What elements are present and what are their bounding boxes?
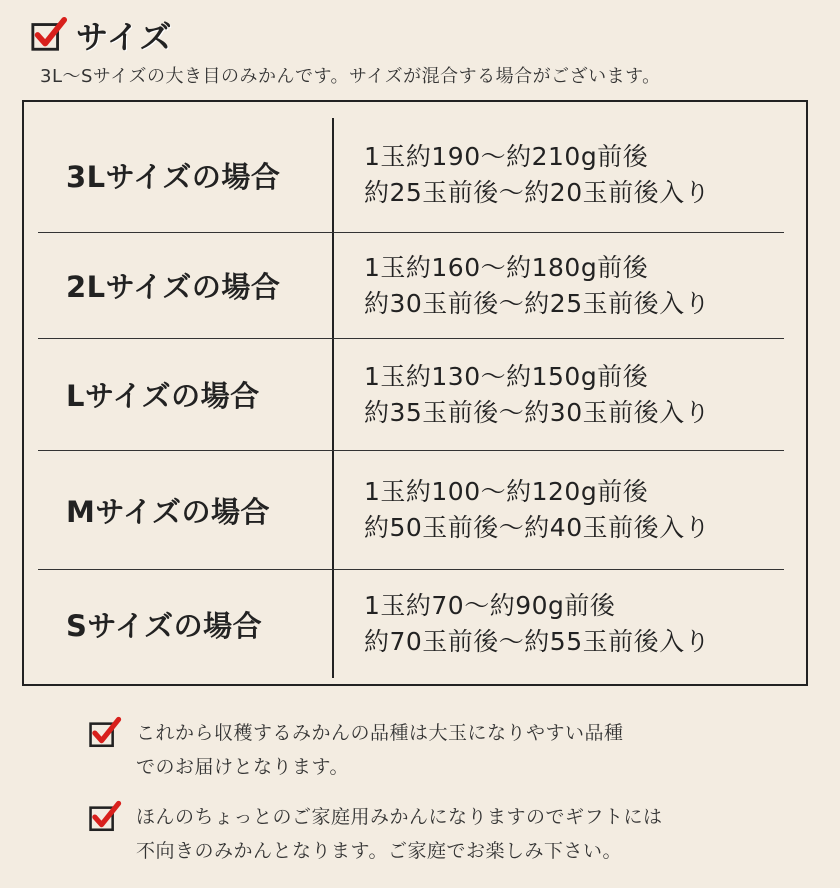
size-label: Sサイズの場合	[66, 608, 263, 643]
size-detail	[334, 588, 710, 660]
checkmark-icon	[88, 800, 122, 834]
weight-range: 1玉約70～約90g前後	[364, 591, 616, 620]
weight-range: 1玉約130～約150g前後	[364, 361, 649, 391]
note-line: 不向きのみかんとなります。ご家庭でお楽しみ下さい。	[136, 840, 622, 862]
table-row-3l	[38, 118, 784, 233]
checkmark-icon	[88, 716, 122, 750]
table-row-2l	[38, 233, 784, 339]
section-header	[30, 14, 172, 56]
size-table	[22, 100, 808, 686]
table-row-l	[38, 339, 784, 451]
note-item	[88, 800, 663, 868]
weight-range: 1玉約190～約210g前後	[364, 142, 649, 171]
weight-range: 1玉約100～約120g前後	[364, 477, 649, 506]
note-text	[136, 716, 624, 784]
size-detail	[334, 359, 710, 431]
table-row-m	[38, 451, 784, 570]
note-line: でのお届けとなります。	[136, 756, 349, 778]
weight-range: 1玉約160～約180g前後	[364, 252, 649, 282]
size-detail	[334, 139, 710, 211]
count-range: 約30玉前後～約25玉前後入り	[364, 288, 711, 318]
section-subtitle: 3L～Sサイズの大き目のみかんです。サイズが混合する場合がございます。	[40, 66, 661, 87]
table-row-s	[38, 570, 784, 678]
size-label: Mサイズの場合	[66, 494, 271, 529]
note-text	[136, 800, 663, 868]
note-line: ほんのちょっとのご家庭用みかんになりますのでギフトには	[136, 806, 663, 828]
note-line: これから収穫するみかんの品種は大玉になりやすい品種	[136, 722, 624, 744]
note-item	[88, 716, 624, 784]
size-label: 3Lサイズの場合	[66, 159, 281, 194]
checkmark-icon	[30, 16, 68, 54]
size-detail	[334, 250, 710, 322]
size-label: Lサイズの場合	[66, 379, 260, 413]
count-range: 約35玉前後～約30玉前後入り	[364, 397, 711, 427]
size-label: 2Lサイズの場合	[66, 270, 281, 304]
count-range: 約25玉前後～約20玉前後入り	[364, 178, 711, 207]
count-range: 約50玉前後～約40玉前後入り	[364, 513, 711, 542]
section-title: サイズ	[76, 18, 173, 56]
size-detail	[334, 474, 710, 546]
count-range: 約70玉前後～約55玉前後入り	[364, 627, 711, 656]
